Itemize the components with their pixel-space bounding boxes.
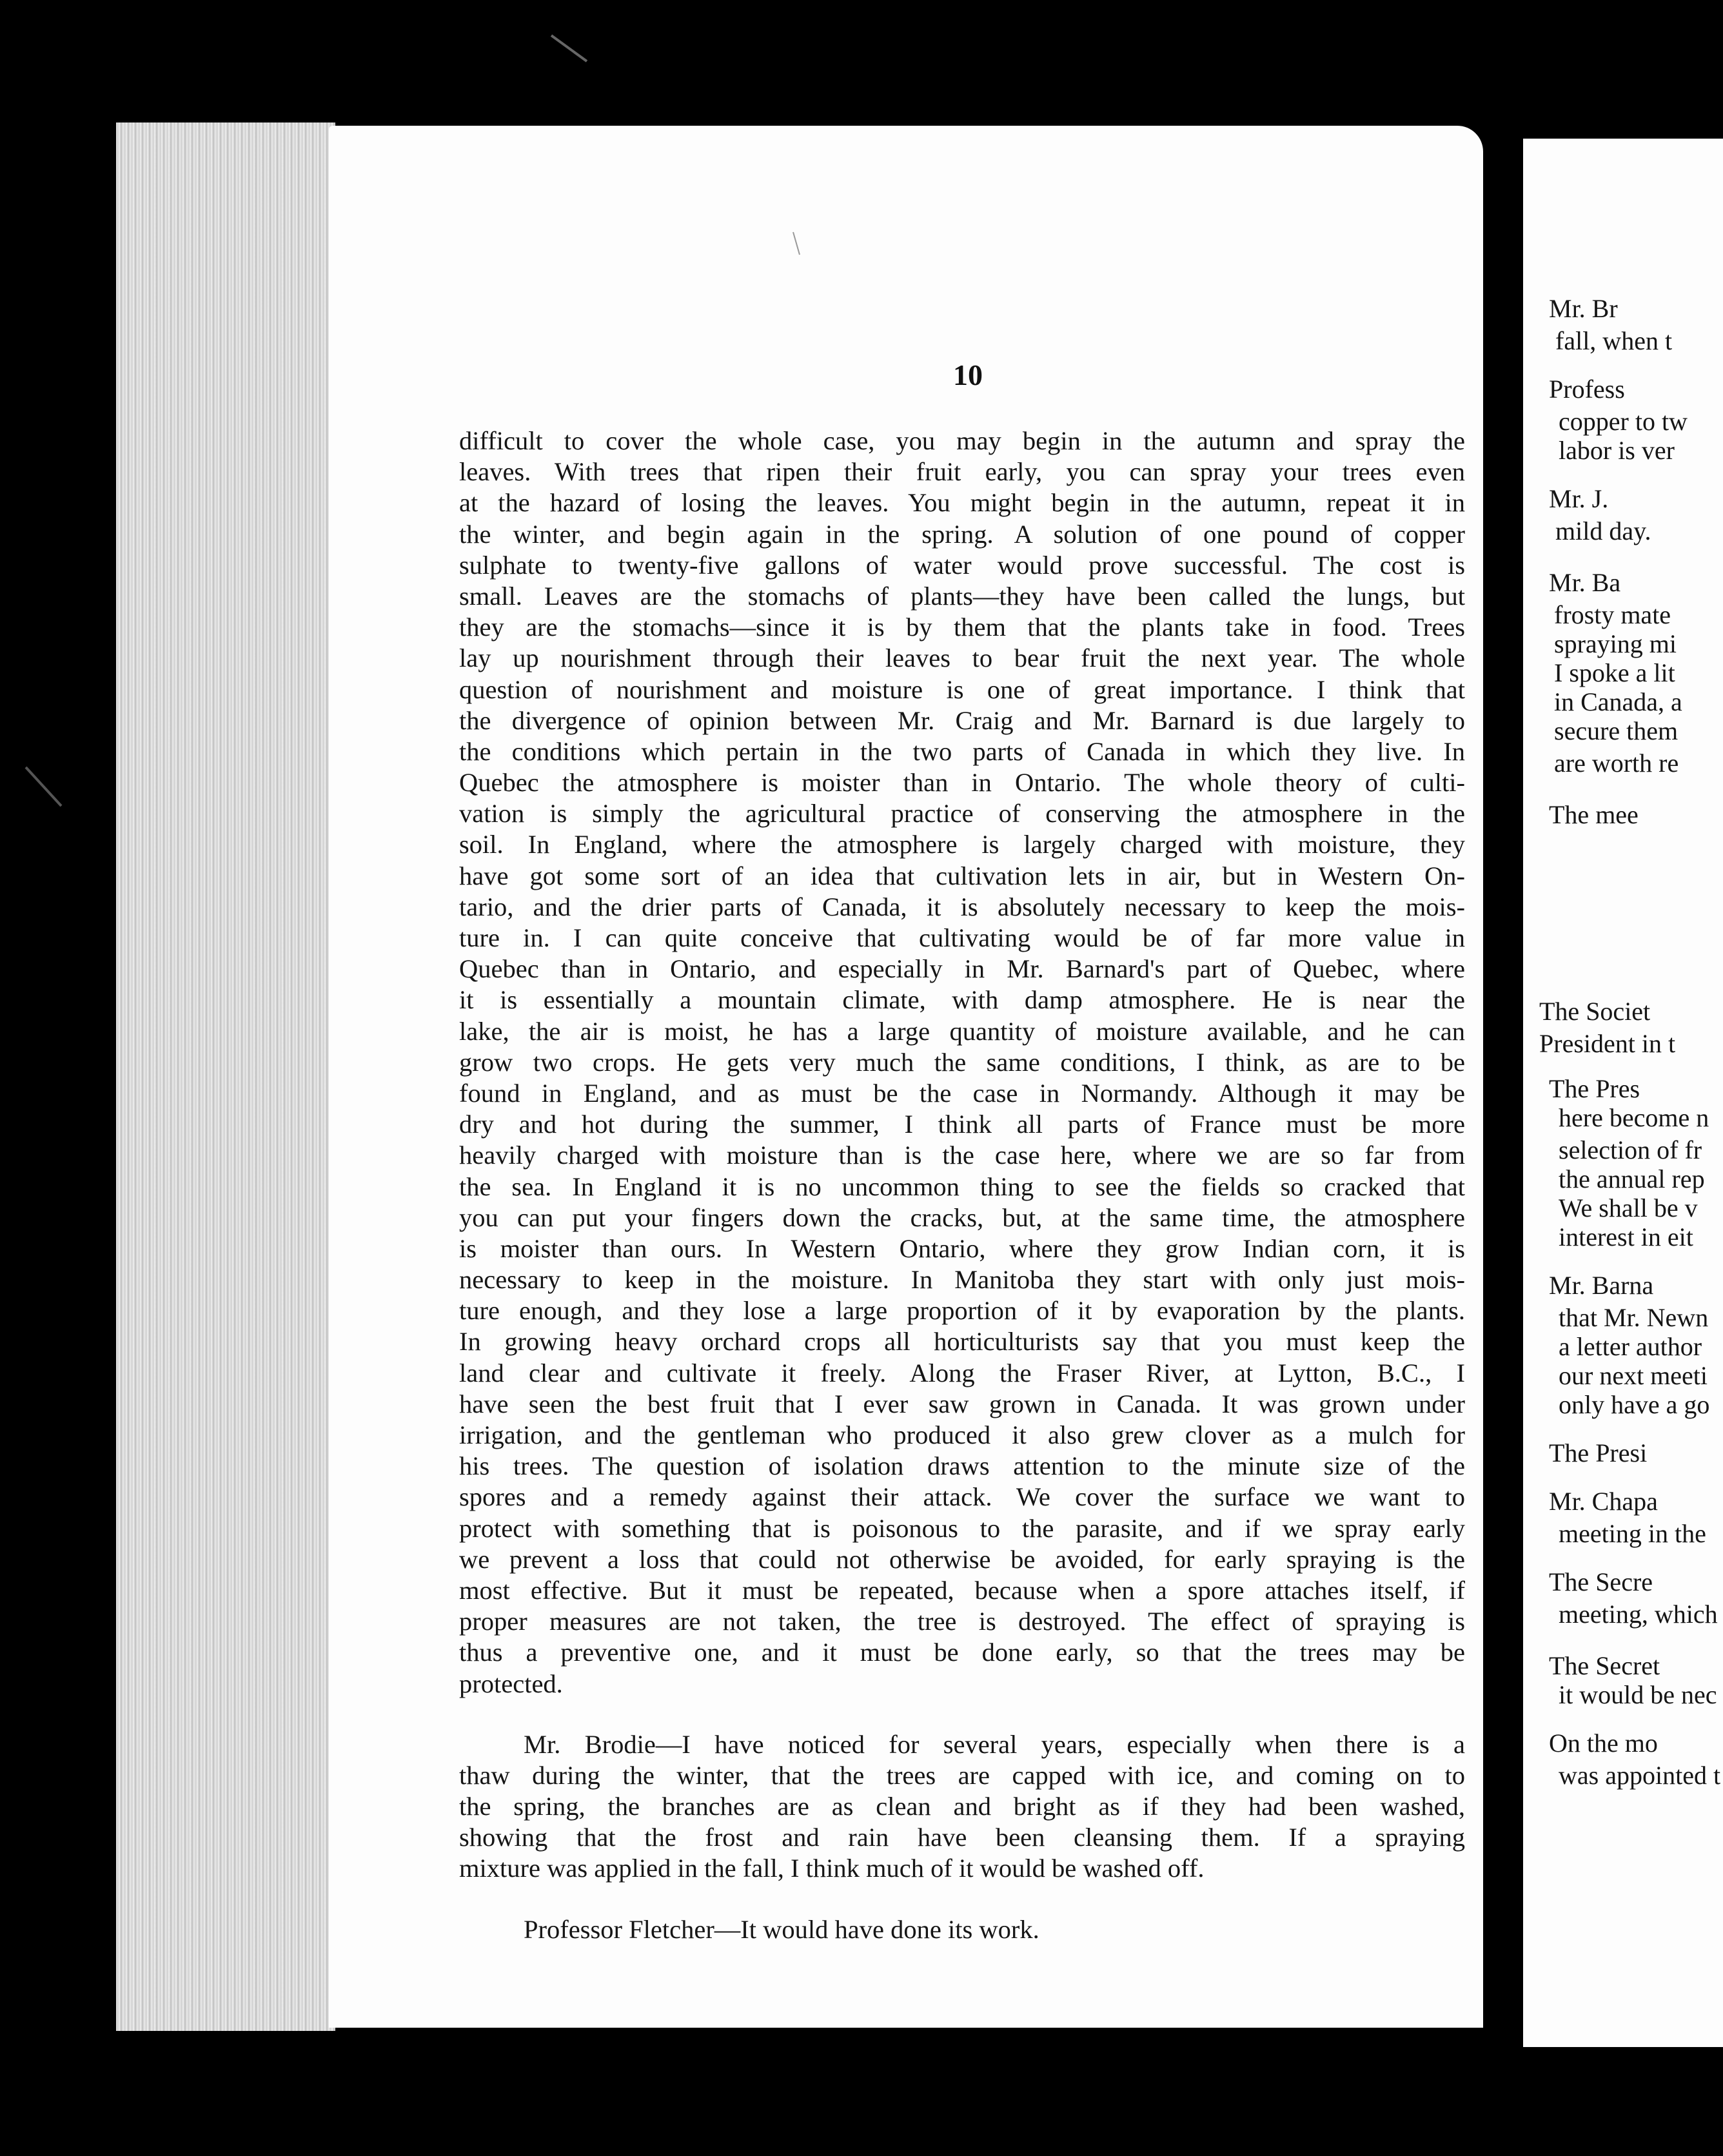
- right-page-text-fragment: selection of fr: [1559, 1135, 1702, 1164]
- right-page-text-fragment: We shall be v: [1559, 1193, 1698, 1222]
- text-line: land clear and cultivate it freely. Along the Fraser River, at Lytton, B.C., I: [459, 1358, 1465, 1387]
- right-page-text-fragment: Mr. J.: [1549, 484, 1609, 513]
- right-page-text-fragment: here become n: [1559, 1103, 1709, 1132]
- text-line: heavily charged with moisture than is the case here, where we are so far from: [459, 1141, 1465, 1170]
- text-line: ture enough, and they lose a large proportion of it by evaporation by the plants.: [459, 1296, 1465, 1326]
- text-line: it is essentially a mountain climate, with damp atmosphere. He is near the: [459, 985, 1465, 1015]
- text-line: Quebec the atmosphere is moister than in Ontario. The whole theory of culti-: [459, 768, 1465, 798]
- text-line: lake, the air is moist, he has a large quantity of moisture available, and he can: [459, 1016, 1465, 1046]
- right-page-text-fragment: The Secre: [1549, 1567, 1653, 1596]
- right-page-text-fragment: secure them: [1554, 716, 1679, 745]
- right-page-text-fragment: was appointed t: [1559, 1761, 1721, 1790]
- right-page-text-fragment: meeting, which: [1559, 1600, 1718, 1629]
- text-line: small. Leaves are the stomachs of plants—they have been called the lungs, but: [459, 581, 1465, 611]
- right-page-text-fragment: the annual rep: [1559, 1164, 1705, 1193]
- text-line: at the hazard of losing the leaves. You might begin in the autumn, repeat it in: [459, 488, 1465, 518]
- right-page-text-fragment: mild day.: [1555, 516, 1651, 545]
- text-line: they are the stomachs—since it is by them that the plants take in food. Trees: [459, 612, 1465, 642]
- right-page-text-fragment: Mr. Barna: [1549, 1271, 1654, 1300]
- text-line: spores and a remedy against their attack. We cover the surface we want to: [459, 1482, 1465, 1512]
- text-line: sulphate to twenty-five gallons of water would prove successful. The cost is: [459, 550, 1465, 580]
- text-line: the spring, the branches are as clean and bright as if they had been washed,: [459, 1792, 1465, 1821]
- right-page-text-fragment: The Presi: [1549, 1438, 1648, 1467]
- right-page-text-fragment: President in t: [1539, 1029, 1676, 1058]
- right-page-text-fragment: meeting in the: [1559, 1519, 1706, 1548]
- text-line: difficult to cover the whole case, you may begin in the autumn and spray the: [459, 426, 1465, 455]
- right-page-text-fragment: only have a go: [1559, 1390, 1710, 1419]
- text-line: the divergence of opinion between Mr. Craig and Mr. Barnard is due largely to: [459, 705, 1465, 735]
- right-page-text-fragment: Mr. Ba: [1549, 568, 1621, 597]
- text-line: the winter, and begin again in the spring. A solution of one pound of copper: [459, 519, 1465, 549]
- right-page-text-fragment: Profess: [1549, 375, 1625, 404]
- text-line: his trees. The question of isolation draws attention to the minute size of the: [459, 1451, 1465, 1481]
- text-line: the sea. In England it is no uncommon thing to see the fields so cracked that: [459, 1171, 1465, 1201]
- right-page-text-fragment: in Canada, a: [1554, 687, 1682, 716]
- right-page-text-fragment: Mr. Chapa: [1549, 1487, 1658, 1516]
- text-line: the conditions which pertain in the two parts of Canada in which they live. In: [459, 736, 1465, 766]
- right-page-text-fragment: frosty mate: [1554, 600, 1671, 629]
- text-line: most effective. But it must be repeated, because when a spore attaches itself, if: [459, 1575, 1465, 1605]
- text-line: thus a preventive one, and it must be done early, so that the trees may be: [459, 1638, 1465, 1667]
- right-page-text-fragment: spraying mi: [1554, 629, 1677, 658]
- right-page-text-fragment: Mr. Br: [1549, 294, 1618, 323]
- right-page-text-fragment: fall, when t: [1555, 326, 1673, 355]
- text-line: leaves. With trees that ripen their fruit early, you can spray your trees even: [459, 457, 1465, 487]
- text-line: Mr. Brodie—I have noticed for several years, especially when there is a: [524, 1729, 1465, 1759]
- body-text: [459, 426, 1465, 1945]
- right-page: [1523, 139, 1723, 2047]
- main-paragraph: [459, 426, 1465, 1700]
- text-line: dry and hot during the summer, I think all parts of France must be more: [459, 1110, 1465, 1139]
- text-line: have seen the best fruit that I ever saw grown in Canada. It was grown under: [459, 1389, 1465, 1418]
- right-page-text-fragment: I spoke a lit: [1554, 658, 1675, 687]
- text-line: protect with something that is poisonous to the parasite, and if we spray early: [459, 1513, 1465, 1543]
- text-line: grow two crops. He gets very much the same conditions, I think, as are to be: [459, 1047, 1465, 1077]
- text-line: question of nourishment and moisture is one of great importance. I think that: [459, 674, 1465, 704]
- text-line: we prevent a loss that could not otherwise be avoided, for early spraying is the: [459, 1544, 1465, 1574]
- right-page-text-fragment: it would be nec: [1559, 1680, 1717, 1709]
- right-page-text-fragment: The Societ: [1539, 997, 1651, 1026]
- text-line: have got some sort of an idea that cultivation lets in air, but in Western On-: [459, 861, 1465, 890]
- text-line: mixture was applied in the fall, I think much of it would be washed off.: [459, 1854, 1205, 1883]
- page-number: 10: [953, 358, 983, 391]
- text-line: necessary to keep in the moisture. In Manitoba they start with only just mois-: [459, 1265, 1465, 1295]
- book-page-edges: [116, 122, 335, 2031]
- right-page-text-fragment: copper to tw: [1559, 407, 1688, 436]
- right-page-text-fragment: The Pres: [1549, 1074, 1640, 1103]
- right-page-text-fragment: a letter author: [1559, 1332, 1702, 1361]
- right-page-text-fragment: The mee: [1549, 800, 1639, 829]
- text-line: found in England, and as must be the case in Normandy. Although it may be: [459, 1078, 1465, 1108]
- fletcher-paragraph: Professor Fletcher—It would have done its work.: [524, 1914, 1039, 1944]
- right-page-text-fragment: are worth re: [1554, 749, 1679, 778]
- scan-scratch: [26, 767, 61, 806]
- text-line: vation is simply the agricultural practice of conserving the atmosphere in the: [459, 799, 1465, 828]
- text-line: Quebec than in Ontario, and especially in Mr. Barnard's part of Quebec, where: [459, 954, 1465, 984]
- right-page-text-fragment: our next meeti: [1559, 1361, 1708, 1390]
- text-line: showing that the frost and rain have been cleansing them. If a spraying: [459, 1823, 1465, 1852]
- right-page-text-fragment: On the mo: [1549, 1729, 1658, 1758]
- right-page-text-fragment: labor is ver: [1559, 436, 1675, 465]
- right-page-text-fragment: The Secret: [1549, 1651, 1660, 1680]
- text-line: lay up nourishment through their leaves to bear fruit the next year. The whole: [459, 643, 1465, 673]
- text-line: soil. In England, where the atmosphere is largely charged with moisture, they: [459, 830, 1465, 859]
- text-line: tario, and the drier parts of Canada, it is absolutely necessary to keep the mois-: [459, 892, 1465, 921]
- scan-scratch: [551, 35, 587, 61]
- text-line: ture in. I can quite conceive that cultivating would be of far more value in: [459, 923, 1465, 952]
- text-line: In growing heavy orchard crops all horticulturists say that you must keep the: [459, 1327, 1465, 1357]
- right-page-text-fragment: interest in eit: [1559, 1222, 1693, 1251]
- text-line: protected.: [459, 1669, 563, 1698]
- right-page-text-fragment: that Mr. Newn: [1559, 1303, 1709, 1332]
- brodie-paragraph: [459, 1729, 1465, 1885]
- text-line: proper measures are not taken, the tree is destroyed. The effect of spraying is: [459, 1607, 1465, 1636]
- text-line: you can put your fingers down the cracks, but, at the same time, the atmosphere: [459, 1202, 1465, 1232]
- text-line: thaw during the winter, that the trees are capped with ice, and coming on to: [459, 1760, 1465, 1790]
- text-line: is moister than ours. In Western Ontario, where they grow Indian corn, it is: [459, 1233, 1465, 1263]
- text-line: irrigation, and the gentleman who produced it also grew clover as a mulch for: [459, 1420, 1465, 1449]
